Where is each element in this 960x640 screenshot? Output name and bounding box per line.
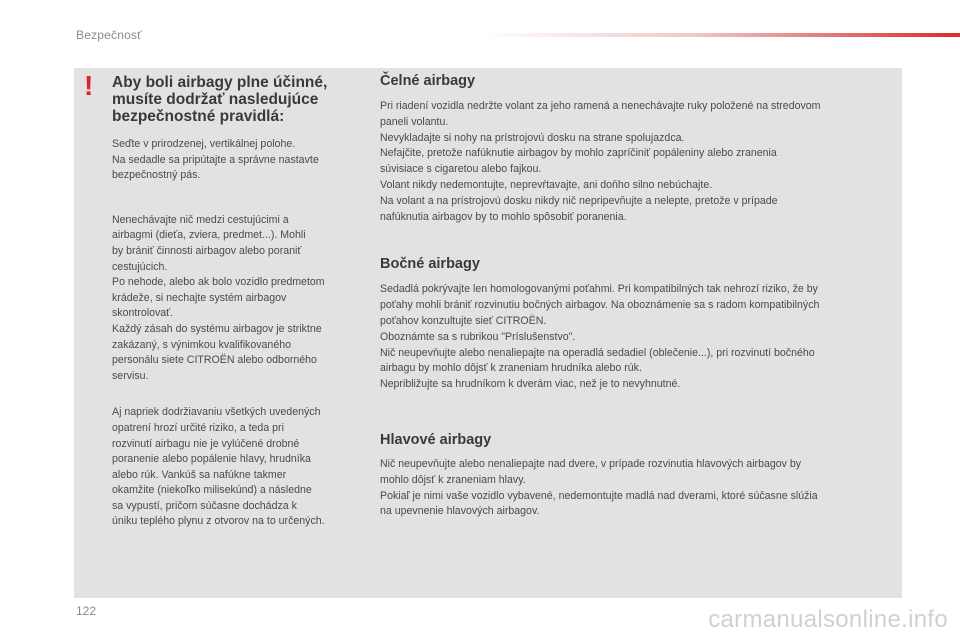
warning-column bbox=[112, 74, 364, 530]
section-body-front: Pri riadení vozidla nedržte volant za jeho ramená a nenechávajte ruky položené na stredovom paneli volantu. Nevykladajte si nohy na prístrojovú dosku na strane spolujazdca. Nefajčite, pretože nafúknutie airbagov by mohlo zapríčiniť popáleniny alebo zranenia súvisiace s cigaretou alebo fajkou. Volant nikdy nedemontujte, neprevŕtavajte, ani doňho silno nebúchajte. Na volant a na prístrojovú dosku nikdy nič nepripevňujte a nelepte, pretože v prípade nafúknutia airbagov by to mohlo spôsobiť poranenia. bbox=[380, 100, 821, 223]
watermark: carmanualsonline.info bbox=[708, 606, 948, 633]
section-body-side: Sedadlá pokrývajte len homologovanými poťahmi. Pri kompatibilných tak nehrozí riziko, že by poťahy mohli brániť rozvinutiu bočných airbagov. Na oboznámenie sa s radom kompatibilných poťahov konzultujte sieť CITROËN. Oboznámte sa s rubrikou "Príslušenstvo". Nič neupevňujte alebo nenaliepajte na operadlá sedadiel (oblečenie...), pri rozvinutí bočného airbagu by mohlo dôjsť k zraneniam hrudníka alebo rúk. Nepribližujte sa hrudníkom k dverám viac, než je to nevyhnutné. bbox=[380, 283, 820, 391]
exclamation-icon: ! bbox=[84, 70, 94, 101]
warning-paragraph: Aj napriek dodržiavaniu všetkých uvedených opatrení hrozí určité riziko, a teda pri rozvinutí airbagu nie je vylúčené drobné poranenie alebo popálenie hlavy, hrudníka alebo rúk. Vankúš sa nafúkne takmer okamžite (niekoľko milisekúnd) a následne sa vypustí, pričom súčasne dochádza k úniku teplého plynu z otvorov na to určených. bbox=[112, 406, 325, 528]
warning-heading: Aby boli airbagy plne účinné, musíte dodržať nasledujúce bezpečnostné pravidlá: bbox=[112, 74, 328, 125]
warning-paragraph: Nenechávajte nič medzi cestujúcimi a airbagmi (dieťa, zviera, predmet...). Mohli by brániť činnosti airbagov alebo poraniť cestujúcich. Po nehode, alebo ak bolo vozidlo predmetom krádeže, si nechajte systém airbagov skontrolovať. Každý zásah do systému airbagov je striktne zakázaný, s výnimkou kvalifikovaného personálu siete CITROËN alebo odborného servisu. bbox=[112, 213, 325, 382]
airbag-sections bbox=[380, 72, 896, 520]
section-heading-side: Bočné airbagy bbox=[380, 256, 480, 273]
warning-paragraph: Seďte v prirodzenej, vertikálnej polohe. Na sedadle sa pripútajte a správne nastavte bezpečnostný pás. bbox=[112, 138, 319, 182]
header-accent-bar bbox=[480, 33, 960, 37]
section-heading-front: Čelné airbagy bbox=[380, 73, 476, 89]
section-heading-curtain: Hlavové airbagy bbox=[380, 431, 492, 448]
page-number: 122 bbox=[76, 604, 97, 618]
section-title: Bezpečnosť bbox=[76, 28, 142, 42]
section-body-curtain: Nič neupevňujte alebo nenaliepajte nad dvere, v prípade rozvinutia hlavových airbagov by mohlo dôjsť k zraneniam hlavy. Pokiaľ je nimi vaše vozidlo vybavené, nedemontujte madlá nad dverami, ktoré súčasne slúžia na upevnenie hlavových airbagov. bbox=[380, 457, 818, 518]
